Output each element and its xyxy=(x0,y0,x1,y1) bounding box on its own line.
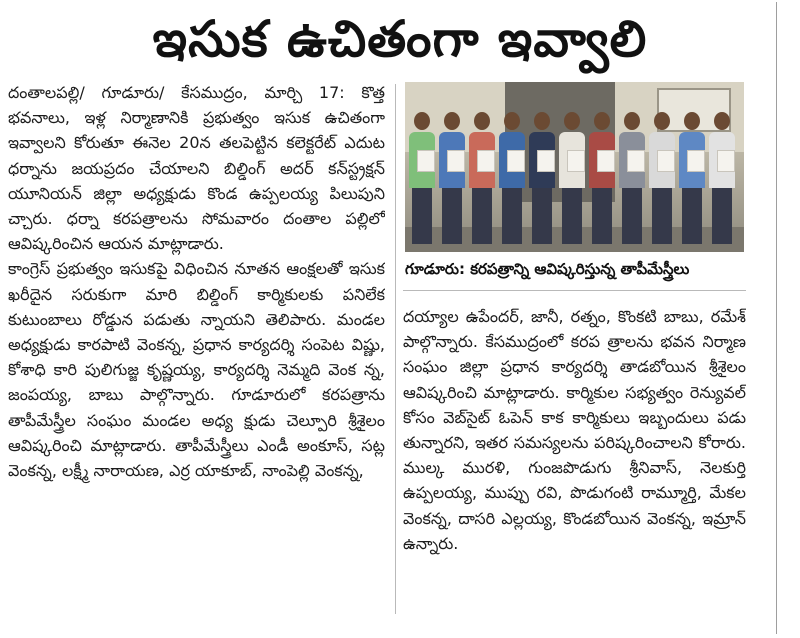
photo-person xyxy=(499,112,525,244)
article-paragraph-1: దంతాలపల్లి/ గూడూరు/ కేసముద్రం, మార్చి 17: కొత్త భవనాలు, ఇళ్ల నిర్మాణానికి ప్రభుత్వం ఇసుక ఉచితంగా ఇవ్వాలని కోరుతూ ఈనెల 20న తలపెట్టిన కలెక్టరేట్ ఎదుట ధర్నాను జయప్రదం చేయాలని బిల్డింగ్ అదర్ కన్‌స్ట్రక్షన్ యూనియన్ జిల్లా అధ్యక్షుడు కొండ ఉప్పలయ్య పిలుపుని చ్చారు. ధర్నా కరపత్రాలను సోమవారం దంతాల పల్లిలో ఆవిష్కరించిన ఆయన మాట్లాడారు. xyxy=(8,83,385,254)
caption-divider xyxy=(403,290,746,291)
page-edge-divider xyxy=(776,2,777,634)
photo-person xyxy=(469,112,495,244)
photo-caption: గూడూరు: కరపత్రాన్ని ఆవిష్కరిస్తున్న తాపీమేస్త్రీలు xyxy=(405,260,690,278)
photo-person xyxy=(409,112,435,244)
article-paragraph-3: దయ్యాల ఉపేందర్, జానీ, రత్నం, కొంకటి బాబు, రమేశ్ పాల్గొన్నారు. కేసముద్రంలో కరప త్రాలను భవన నిర్మాణ సంఘం జిల్లా ప్రధాన కార్యదర్శి తాడబోయిన శ్రీశైలం ఆవిష్కరించి మాట్లాడారు. కార్మికుల సభ్యత్వం రెన్యువల్ కోసం వెబ్‌సైట్ ఓపెన్ కాక కార్మికులు ఇబ్బందులు పడు తున్నారని, ఇతర సమస్యలను పరిష్కరించాలని కోరారు. ముల్క మురళి, గుంజపొడుగు శ్రీనివాస్, నెలకుర్తి ఉప్పలయ్య, ముప్పు రవి, పొడుగంటి రామ్మూర్తి, మేకల వెంకన్న, దాసరి ఎల్లయ్య, కొండబోయిన వెంకన్న, ఇమ్రాన్ ఉన్నారు. xyxy=(403,307,746,553)
photo-person xyxy=(529,112,555,244)
photo-person xyxy=(439,112,465,244)
headline: ఇసుక ఉచితంగా ఇవ్వాలి xyxy=(152,10,648,68)
article-left-column xyxy=(8,80,385,610)
column-divider xyxy=(395,84,396,614)
article-paragraph-2: కాంగ్రెస్ ప్రభుత్వం ఇసుకపై విధించిన నూతన ఆంక్షలతో ఇసుక ఖరీదైన సరుకుగా మారి బిల్డింగ్ కార్మికులకు పనిలేక కుటుంబాలు రోడ్డున పడుతు న్నాయని తెలిపారు. మండల అధ్యక్షుడు కారపాటి వెంకన్న, ప్రధాన కార్యదర్శి సంపెట విష్ణు, కోశాధి కారి పులిగుజ్జ కృష్ణయ్య, కార్యదర్శి నెమ్మది వెంక న్న, జంపయ్య, బాబు పాల్గొన్నారు. గూడూరులో కరపత్రాను తాపీమేస్త్రీల సంఘం మండల అధ్య క్షుడు చెల్పూరి శ్రీశైలం ఆవిష్కరించి మాట్లాడారు. తాపీమేస్త్రీలు ఎండీ అంకూస్, సట్ల వెంకన్న, లక్ష్మీ నారాయణ, ఎర్ర యాకూబ్, నాంపెల్లి వెంకన్న, xyxy=(8,259,385,481)
news-photo xyxy=(405,82,744,252)
photo-person xyxy=(649,112,675,244)
photo-person xyxy=(679,112,705,244)
photo-person xyxy=(709,112,735,244)
article-right-column xyxy=(403,304,746,614)
photo-person xyxy=(559,112,585,244)
photo-person xyxy=(619,112,645,244)
photo-person xyxy=(589,112,615,244)
